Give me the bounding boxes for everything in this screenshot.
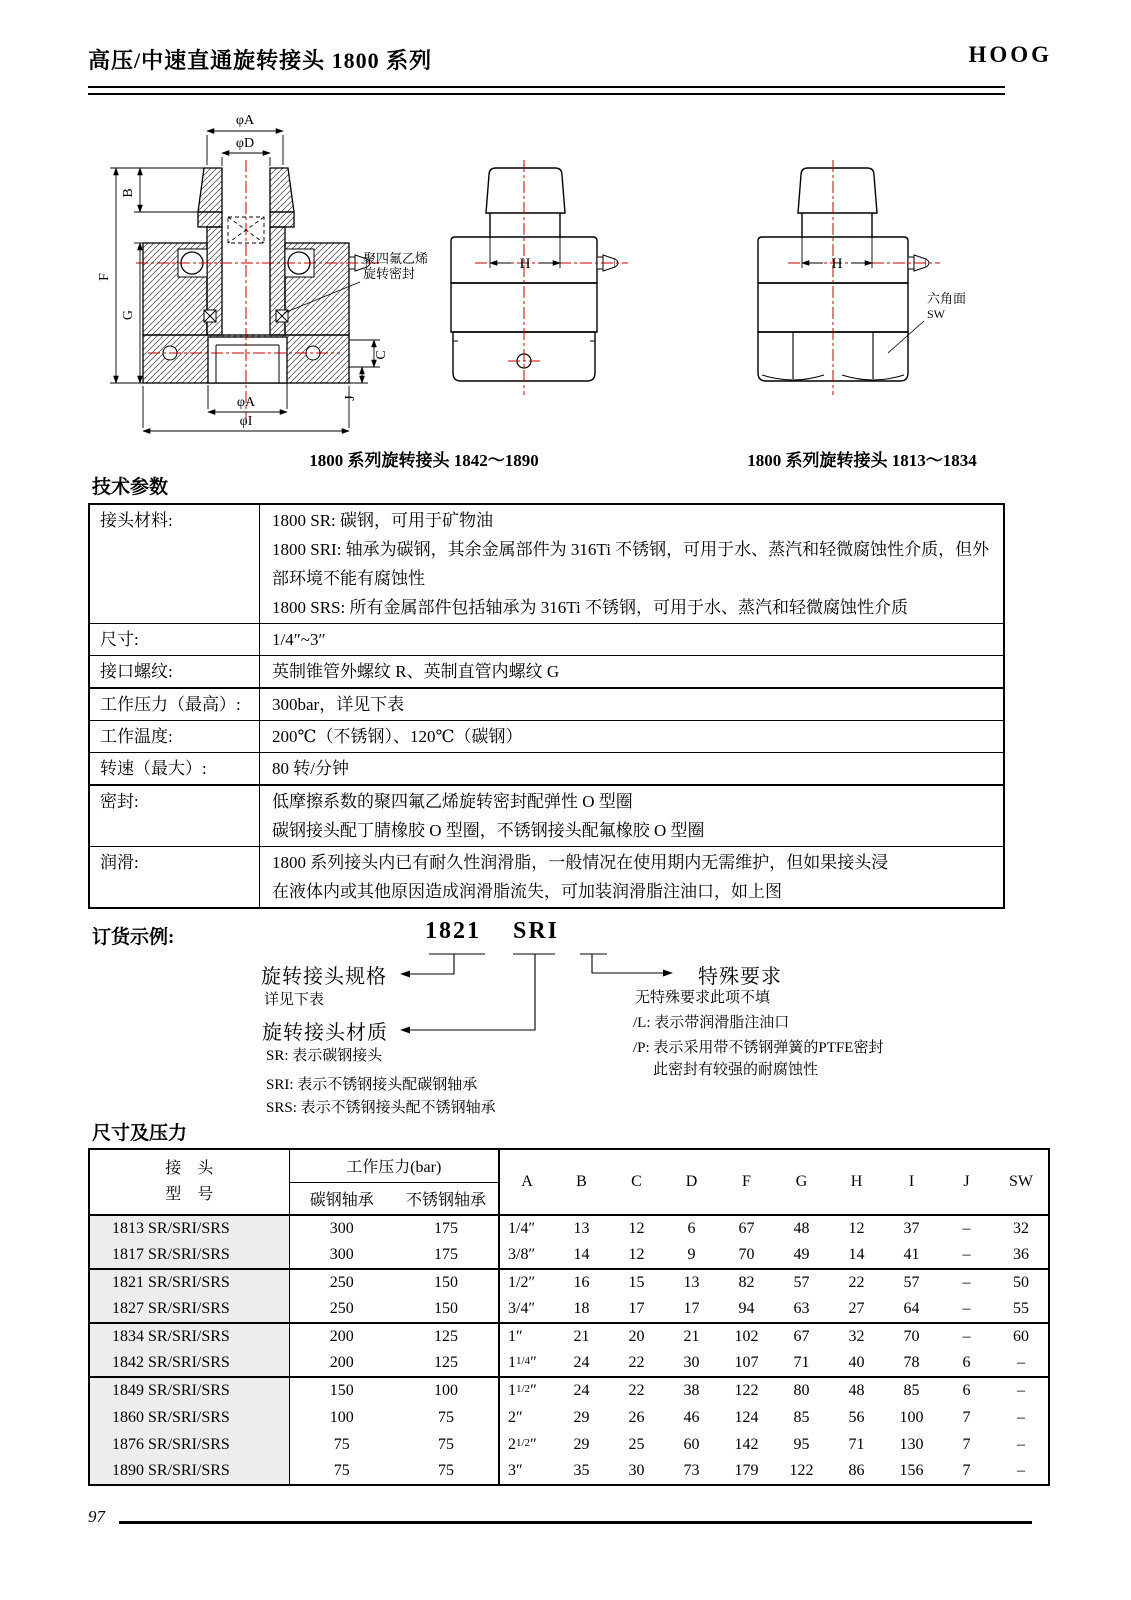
dim-value-cell: 7: [962, 1435, 971, 1453]
size-cell: 1″: [499, 1323, 554, 1350]
header-rule: [88, 86, 1005, 95]
pressure-stainless-cell: 125: [394, 1350, 499, 1377]
dim-phiA-top: φA: [235, 113, 255, 128]
pressure-carbon-cell: 300: [289, 1215, 394, 1242]
model-cell: 1860 SR/SRI/SRS: [89, 1404, 289, 1431]
tech-param-line: 碳钢接头配丁腈橡胶 O 型圈，不锈钢接头配氟橡胶 O 型圈: [272, 821, 705, 840]
dim-value-cell: 142: [734, 1435, 759, 1453]
col-G: G: [795, 1173, 808, 1190]
dim-F: F: [97, 273, 112, 281]
tech-param-label: 转速（最大）:: [90, 753, 260, 784]
pressure-stainless-cell: 100: [394, 1377, 499, 1404]
dim-value-cell: 67: [719, 1215, 774, 1242]
tech-param-row: [90, 655, 1003, 687]
dim-value-cell: 71: [793, 1354, 810, 1371]
tech-param-label: 工作压力（最高）:: [90, 689, 260, 720]
tech-param-label: 接头材料:: [90, 505, 260, 623]
dim-value-cell: 86: [848, 1462, 865, 1479]
cross-section-drawing: [143, 168, 370, 383]
tech-param-row: [90, 505, 1003, 623]
dim-value-cell: 60: [683, 1435, 700, 1453]
dims-table-row: [89, 1242, 1049, 1269]
pressure-carbon-cell: 100: [329, 1408, 354, 1426]
dim-value-cell: 27: [848, 1300, 865, 1317]
dim-value-cell: 20: [609, 1323, 664, 1350]
size-cell: 3″: [508, 1462, 523, 1479]
pressure-header: 工作压力(bar): [289, 1149, 499, 1182]
caption-left: 1800 系列旋转接头 1842～1890: [309, 451, 539, 470]
dim-value-cell: 124: [734, 1408, 759, 1426]
tech-param-line: 1800 系列接头内已有耐久性润滑脂，一般情况在使用期内无需维护，但如果接头浸: [272, 853, 889, 872]
model-cell: 1817 SR/SRI/SRS: [89, 1242, 289, 1269]
dim-value-cell: 29: [573, 1435, 590, 1453]
dim-value-cell: 32: [994, 1215, 1049, 1242]
dim-value-cell: 64: [903, 1300, 920, 1317]
dim-value-cell: 22: [829, 1269, 884, 1296]
dim-value-cell: 122: [789, 1462, 814, 1479]
tech-param-line: 80 转/分钟: [272, 759, 349, 778]
dim-value-cell: 9: [687, 1246, 696, 1263]
material-option-sr: SR: 表示碳钢接头: [266, 1048, 383, 1064]
model-cell: 1821 SR/SRI/SRS: [89, 1269, 289, 1296]
special-note: 无特殊要求此项不填: [635, 990, 771, 1006]
dim-value-cell: 21: [664, 1323, 719, 1350]
dim-value-cell: 6: [664, 1215, 719, 1242]
model-cell: 1876 SR/SRI/SRS: [89, 1431, 289, 1458]
dim-value-cell: 6: [962, 1354, 971, 1371]
dim-value-cell: 102: [719, 1323, 774, 1350]
dims-table: [88, 1148, 1050, 1486]
dim-value-cell: 12: [609, 1215, 664, 1242]
pressure-carbon-cell: 75: [333, 1462, 350, 1479]
dim-value-cell: 55: [1013, 1300, 1029, 1317]
brand-logo: HOOG: [968, 42, 1052, 67]
pressure-stainless-cell: 150: [394, 1269, 499, 1296]
dim-value-cell: 56: [848, 1408, 865, 1426]
dim-value-cell: 85: [793, 1408, 810, 1426]
col-A: A: [521, 1173, 533, 1190]
dim-J: J: [343, 395, 358, 401]
dim-value-cell: 78: [903, 1354, 920, 1371]
dim-value-cell: –: [962, 1246, 971, 1263]
svg-text:旋转密封: 旋转密封: [363, 266, 416, 281]
technical-drawings: [88, 105, 1050, 435]
dim-value-cell: 95: [793, 1435, 810, 1453]
tech-param-value: [260, 847, 1003, 907]
size-cell: 11/4″: [508, 1354, 537, 1371]
dim-value-cell: 22: [609, 1377, 664, 1404]
model-cell: 1842 SR/SRI/SRS: [89, 1350, 289, 1377]
dim-value-cell: –: [994, 1377, 1049, 1404]
centerlines-right: [788, 160, 940, 395]
dim-value-cell: 37: [884, 1215, 939, 1242]
dim-value-cell: 6: [939, 1377, 994, 1404]
dims-header-row-1: [89, 1149, 1049, 1182]
material-option-sri: SRI: 表示不锈钢接头配碳钢轴承: [266, 1077, 478, 1093]
dim-value-cell: 21: [554, 1323, 609, 1350]
tech-param-label: 工作温度:: [90, 721, 260, 752]
tech-param-value: [260, 624, 1003, 655]
order-example-material: SRI: [513, 918, 560, 944]
dim-H-right: H: [831, 256, 843, 272]
pressure-carbon-cell: 300: [329, 1246, 354, 1263]
dim-value-cell: 30: [683, 1354, 700, 1371]
dim-value-cell: 46: [683, 1408, 700, 1426]
pressure-carbon-cell: 75: [333, 1435, 350, 1453]
sub-header-stainless: 不锈钢轴承: [394, 1182, 499, 1215]
size-cell: 1/2″: [499, 1269, 554, 1296]
model-cell: 1890 SR/SRI/SRS: [89, 1458, 289, 1485]
tech-param-value: [260, 721, 1003, 752]
tech-param-line: 低摩擦系数的聚四氟乙烯旋转密封配弹性 O 型圈: [272, 792, 633, 811]
page-title: 高压/中速直通旋转接头 1800 系列: [88, 48, 433, 73]
bottom-port: [208, 337, 287, 383]
dim-value-cell: 50: [994, 1269, 1049, 1296]
dim-value-cell: 49: [793, 1246, 810, 1263]
model-header: [89, 1149, 289, 1215]
dim-value-cell: 156: [899, 1462, 924, 1479]
dim-value-cell: –: [939, 1323, 994, 1350]
tech-param-line: 200℃（不锈钢）、120℃（碳钢）: [272, 727, 523, 746]
dim-value-cell: –: [939, 1215, 994, 1242]
dim-value-cell: 17: [628, 1300, 645, 1317]
tech-param-value: [260, 753, 1003, 784]
special-option-p-note: 此密封有较强的耐腐蚀性: [653, 1062, 819, 1078]
dims-table-row: [89, 1215, 1049, 1242]
col-B: B: [576, 1173, 587, 1190]
nipple-wall-left: [198, 168, 222, 212]
col-H: H: [850, 1173, 863, 1190]
nipple-wall-right: [270, 168, 294, 212]
pressure-carbon-cell: 250: [329, 1300, 354, 1317]
size-cell: 11/2″: [499, 1377, 554, 1404]
dims-table-row: [89, 1323, 1049, 1350]
centerlines-middle: [475, 160, 628, 395]
spec-label: 旋转接头规格: [261, 966, 387, 988]
model-header-line2: 型 号: [165, 1186, 214, 1203]
tech-param-label: 接口螺纹:: [90, 656, 260, 687]
dim-value-cell: 24: [554, 1377, 609, 1404]
dim-value-cell: 48: [774, 1215, 829, 1242]
dim-value-cell: 38: [664, 1377, 719, 1404]
pressure-stainless-cell: 75: [394, 1458, 499, 1485]
dim-value-cell: 12: [829, 1215, 884, 1242]
tech-param-line: 在液体内或其他原因造成润滑脂流失，可加装润滑脂注油口，如上图: [272, 882, 782, 901]
dim-value-cell: 122: [719, 1377, 774, 1404]
model-cell: 1834 SR/SRI/SRS: [89, 1323, 289, 1350]
dim-value-cell: 30: [628, 1462, 645, 1479]
dim-value-cell: 22: [628, 1354, 645, 1371]
order-example-spec: 1821: [425, 918, 481, 944]
dim-value-cell: –: [962, 1300, 971, 1317]
tech-param-line: 300bar，详见下表: [272, 695, 405, 714]
dim-value-cell: 70: [884, 1323, 939, 1350]
dim-value-cell: 14: [573, 1246, 590, 1263]
tech-param-row: [90, 784, 1003, 846]
col-C: C: [631, 1173, 642, 1190]
dim-value-cell: 14: [848, 1246, 865, 1263]
dims-table-row: [89, 1458, 1049, 1485]
dim-C: C: [374, 350, 389, 360]
dim-value-cell: 41: [903, 1246, 920, 1263]
dims-table-row: [89, 1377, 1049, 1404]
dim-value-cell: 48: [829, 1377, 884, 1404]
caption-right: 1800 系列旋转接头 1813～1834: [747, 451, 977, 470]
dim-value-cell: 67: [774, 1323, 829, 1350]
dims-table-row: [89, 1431, 1049, 1458]
col-SW: SW: [1009, 1173, 1033, 1190]
dim-value-cell: 130: [899, 1435, 924, 1453]
dim-value-cell: 24: [573, 1354, 590, 1371]
tech-param-row: [90, 752, 1003, 784]
dim-value-cell: –: [939, 1269, 994, 1296]
pressure-stainless-cell: 175: [394, 1242, 499, 1269]
tech-params-table: [88, 503, 1005, 909]
dim-value-cell: 57: [774, 1269, 829, 1296]
tech-param-value: [260, 656, 1003, 687]
col-J: J: [963, 1173, 970, 1190]
svg-text:聚四氟乙烯: 聚四氟乙烯: [363, 251, 429, 266]
dim-value-cell: 57: [884, 1269, 939, 1296]
dim-value-cell: 7: [962, 1408, 971, 1426]
sub-header-carbon: 碳钢轴承: [309, 1191, 374, 1209]
tech-param-value: [260, 505, 1003, 623]
dims-table-row: [89, 1296, 1049, 1323]
dim-value-cell: –: [1017, 1408, 1025, 1426]
dim-value-cell: 73: [683, 1462, 700, 1479]
dim-value-cell: 32: [829, 1323, 884, 1350]
model-cell: 1813 SR/SRI/SRS: [89, 1215, 289, 1242]
dims-table-row: [89, 1350, 1049, 1377]
special-option-p: /P: 表示采用带不锈钢弹簧的PTFE密封: [633, 1040, 884, 1056]
tech-params-heading: 技术参数: [92, 477, 169, 498]
size-cell: 1/4″: [499, 1215, 554, 1242]
tech-param-row: [90, 720, 1003, 752]
tech-param-row: [90, 687, 1003, 720]
tech-param-value: [260, 786, 1003, 846]
dims-heading: 尺寸及压力: [92, 1123, 188, 1144]
dim-H-middle: H: [519, 256, 531, 272]
size-cell: 21/2″: [508, 1435, 537, 1453]
side-view-large-drawing: [451, 168, 618, 381]
dim-value-cell: 36: [1013, 1246, 1029, 1263]
material-label: 旋转接头材质: [262, 1022, 388, 1044]
dims-table-row: [89, 1269, 1049, 1296]
dim-value-cell: 107: [734, 1354, 759, 1371]
pressure-carbon-cell: 250: [289, 1269, 394, 1296]
pressure-stainless-cell: 175: [394, 1215, 499, 1242]
dim-value-cell: 35: [573, 1462, 590, 1479]
dim-value-cell: 100: [899, 1408, 924, 1426]
dim-phiD: φD: [235, 136, 255, 151]
order-example-heading: 订货示例:: [92, 927, 175, 948]
size-cell: 3/4″: [508, 1300, 536, 1317]
col-D: D: [685, 1173, 698, 1190]
dim-value-cell: –: [1017, 1354, 1025, 1371]
dim-phiI: φI: [239, 414, 253, 429]
model-cell: 1827 SR/SRI/SRS: [89, 1296, 289, 1323]
dim-value-cell: 60: [994, 1323, 1049, 1350]
dim-value-cell: 25: [628, 1435, 645, 1453]
dim-B: B: [121, 188, 136, 198]
size-cell: 3/8″: [508, 1246, 536, 1263]
hex-face-label: [927, 291, 966, 321]
dim-G: G: [121, 309, 136, 321]
footer-rule: [119, 1521, 1032, 1524]
dims-table-row: [89, 1404, 1049, 1431]
dim-value-cell: 26: [628, 1408, 645, 1426]
dim-value-cell: 13: [554, 1215, 609, 1242]
tech-param-label: 尺寸:: [90, 624, 260, 655]
special-option-l: /L: 表示带润滑脂注油口: [633, 1015, 790, 1031]
dim-value-cell: 15: [609, 1269, 664, 1296]
pressure-stainless-cell: 150: [394, 1296, 499, 1323]
dim-value-cell: 94: [738, 1300, 755, 1317]
size-cell: 2″: [508, 1408, 523, 1426]
dim-value-cell: 29: [573, 1408, 590, 1426]
tech-param-row: [90, 846, 1003, 907]
tech-param-line: 英制锥管外螺纹 R、英制直管内螺纹 G: [272, 662, 560, 681]
dim-value-cell: 40: [848, 1354, 865, 1371]
model-header-line1: 接 头: [165, 1160, 214, 1177]
svg-text:六角面: 六角面: [927, 291, 967, 306]
dim-value-cell: –: [1017, 1462, 1025, 1479]
dim-value-cell: 85: [884, 1377, 939, 1404]
tech-param-label: 润滑:: [90, 847, 260, 907]
dim-value-cell: –: [1017, 1435, 1025, 1453]
dim-value-cell: 16: [554, 1269, 609, 1296]
tech-param-line: 1800 SR: 碳钢，可用于矿物油: [272, 511, 494, 530]
dim-value-cell: 82: [719, 1269, 774, 1296]
ptfe-seal-label: [363, 251, 428, 281]
pressure-carbon-cell: 200: [329, 1354, 354, 1371]
col-F: F: [742, 1173, 751, 1190]
tech-param-line: 1/4″~3″: [272, 630, 326, 649]
pressure-carbon-cell: 150: [289, 1377, 394, 1404]
tech-param-line: 1800 SRI: 轴承为碳钢，其余金属部件为 316Ti 不锈钢，可用于水、蒸汽和轻微腐蚀性介质，但外部环境不能有腐蚀性: [272, 540, 990, 588]
dim-value-cell: 18: [573, 1300, 590, 1317]
dim-value-cell: 63: [793, 1300, 810, 1317]
dim-value-cell: 12: [628, 1246, 645, 1263]
special-label: 特殊要求: [698, 966, 782, 988]
pressure-stainless-cell: 75: [394, 1431, 499, 1458]
side-view-small-drawing: [758, 168, 929, 381]
tech-param-line: 1800 SRS: 所有金属部件包括轴承为 316Ti 不锈钢，可用于水、蒸汽和轻微腐蚀性介质: [272, 598, 908, 617]
dim-value-cell: 71: [848, 1435, 865, 1453]
dim-value-cell: 17: [683, 1300, 700, 1317]
pressure-stainless-cell: 75: [394, 1404, 499, 1431]
dim-value-cell: 7: [962, 1462, 971, 1479]
col-I: I: [908, 1173, 915, 1190]
tech-param-value: [260, 689, 1003, 720]
spec-note: 详见下表: [264, 992, 325, 1008]
dim-value-cell: 80: [774, 1377, 829, 1404]
tech-param-row: [90, 623, 1003, 655]
dim-phiA-bottom: φA: [236, 395, 256, 410]
dim-value-cell: 179: [734, 1462, 759, 1479]
tech-param-label: 密封:: [90, 786, 260, 846]
dim-value-cell: 70: [738, 1246, 755, 1263]
pressure-stainless-cell: 125: [394, 1323, 499, 1350]
page-number: 97: [88, 1507, 105, 1526]
material-option-srs: SRS: 表示不锈钢接头配不锈钢轴承: [266, 1100, 496, 1116]
model-cell: 1849 SR/SRI/SRS: [89, 1377, 289, 1404]
svg-text:SW: SW: [927, 307, 945, 321]
pressure-carbon-cell: 200: [289, 1323, 394, 1350]
dim-value-cell: 13: [664, 1269, 719, 1296]
dims-table-body: [89, 1215, 1049, 1485]
